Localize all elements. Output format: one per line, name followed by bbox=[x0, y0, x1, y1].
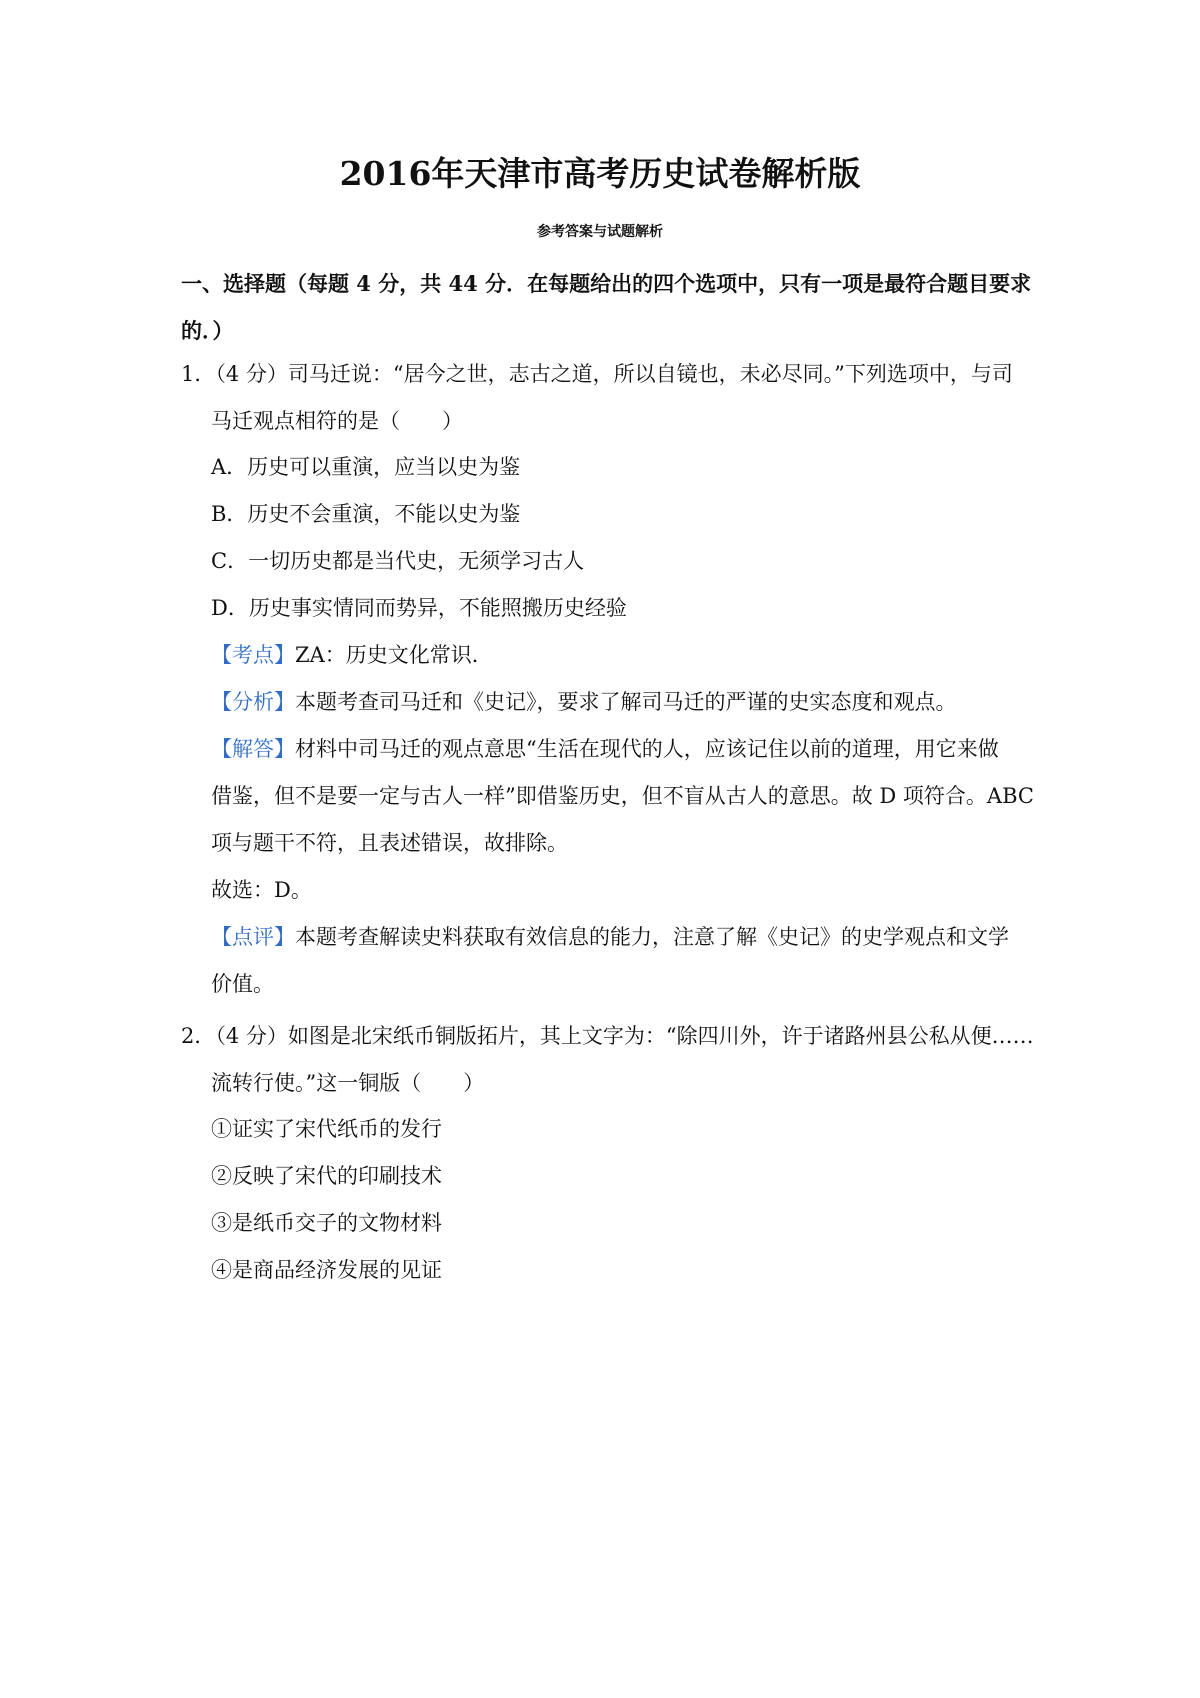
question-1-option-a: A．历史可以重演，应当以史为鉴 bbox=[211, 455, 521, 479]
question-1-kaodian bbox=[211, 632, 1026, 679]
question-1-jieda-line-3: 项与题干不符，且表述错误，故排除。 bbox=[211, 831, 568, 855]
question-1-option-b: B．历史不会重演，不能以史为鉴 bbox=[211, 502, 521, 526]
question-1-dianping-line-2: 价值。 bbox=[211, 972, 274, 996]
question-1-option-d: D．历史事实情同而势异，不能照搬历史经验 bbox=[211, 596, 627, 620]
dianping-tag: 【点评】 bbox=[211, 925, 295, 949]
section-heading-line-1: 一、选择题（每题 4 分，共 44 分．在每题给出的四个选项中，只有一项是最符合题目要求 bbox=[181, 271, 1032, 296]
question-2-body bbox=[211, 1106, 1026, 1294]
question-2-option-1: ①证实了宋代纸币的发行 bbox=[211, 1117, 442, 1141]
question-1-fenxi bbox=[211, 679, 1026, 726]
jieda-tag: 【解答】 bbox=[211, 737, 295, 761]
question-1-jieda-line-1 bbox=[211, 726, 1026, 773]
page-title: 2016年天津市高考历史试卷解析版 bbox=[339, 154, 861, 193]
question-1-dianping-line-1 bbox=[211, 914, 1026, 961]
page-subtitle: 参考答案与试题解析 bbox=[537, 224, 663, 240]
question-1-body bbox=[211, 444, 1034, 1008]
jieda-text-1: 材料中司马迁的观点意思“生活在现代的人，应该记住以前的道理，用它来做 bbox=[295, 737, 999, 761]
question-2-option-3: ③是纸币交子的文物材料 bbox=[211, 1211, 442, 1235]
question-2-stem bbox=[181, 1013, 1034, 1107]
question-1-option-c: C．一切历史都是当代史，无须学习古人 bbox=[211, 549, 585, 573]
fenxi-tag: 【分析】 bbox=[211, 690, 295, 714]
kaodian-tag: 【考点】 bbox=[211, 643, 295, 667]
question-1-jieda-line-2: 借鉴，但不是要一定与古人一样”即借鉴历史，但不盲从古人的意思。故 D 项符合。ABC bbox=[211, 784, 1034, 808]
question-2-option-4: ④是商品经济发展的见证 bbox=[211, 1258, 442, 1282]
section-heading bbox=[181, 260, 1032, 354]
question-1-answer: 故选：D。 bbox=[211, 878, 312, 902]
dianping-text-1: 本题考查解读史料获取有效信息的能力，注意了解《史记》的史学观点和文学 bbox=[295, 925, 1009, 949]
question-2-option-2: ②反映了宋代的印刷技术 bbox=[211, 1164, 442, 1188]
question-2-stem-line-2: 流转行使。”这一铜版（ ） bbox=[211, 1071, 485, 1095]
question-1-stem-line-1: 1．（4 分）司马迁说：“居今之世，志古之道，所以自镜也，未必尽同。”下列选项中，与司 bbox=[181, 362, 1013, 386]
fenxi-text: 本题考查司马迁和《史记》，要求了解司马迁的严谨的史实态度和观点。 bbox=[295, 690, 957, 714]
question-1-stem bbox=[181, 351, 1026, 445]
question-1-stem-line-2: 马迁观点相符的是（ ） bbox=[211, 409, 463, 433]
kaodian-text: ZA：历史文化常识． bbox=[295, 643, 493, 667]
question-2-stem-line-1: 2．（4 分）如图是北宋纸币铜版拓片，其上文字为：“除四川外，许于诸路州县公私从便…… bbox=[181, 1024, 1034, 1048]
section-heading-line-2: 的．） bbox=[181, 318, 234, 343]
